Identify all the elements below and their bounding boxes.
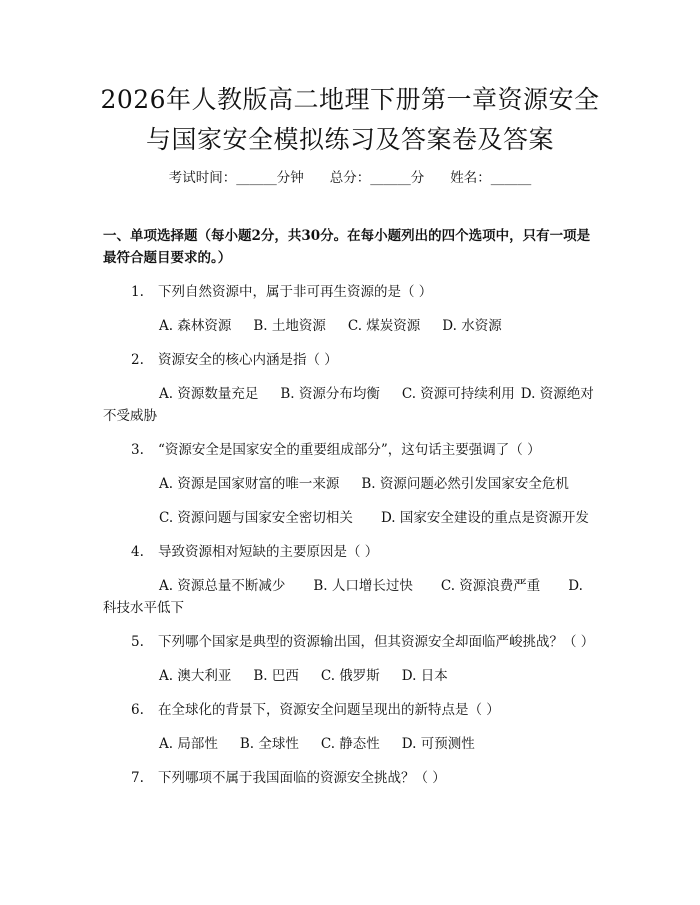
option-d: D. 国家安全建设的重点是资源开发 xyxy=(380,510,589,526)
question-text: “资源安全是国家安全的重要组成部分”，这句话主要强调了（ ） xyxy=(158,442,541,458)
total-score-field: 总分：______分 xyxy=(329,170,425,186)
question-stem xyxy=(103,631,597,653)
option-c: C. 煤炭资源 xyxy=(347,318,421,334)
question-text: 导致资源相对短缺的主要原因是（ ） xyxy=(158,544,379,560)
option-a: A. 资源总量不断减少 xyxy=(159,578,286,594)
question-text: 在全球化的背景下，资源安全问题呈现出的新特点是（ ） xyxy=(158,702,500,718)
option-d: D. 可预测性 xyxy=(401,736,475,752)
question-text: 下列哪项不属于我国面临的资源安全挑战？（ ） xyxy=(158,770,446,786)
question-options xyxy=(103,665,597,687)
question-stem xyxy=(103,439,597,461)
option-c: C. 资源可持续利用 xyxy=(401,386,515,402)
option-b: B. 资源分布均衡 xyxy=(280,386,380,402)
option-c: C. 俄罗斯 xyxy=(320,668,380,684)
question-number: 4. xyxy=(131,544,144,560)
option-d: D. 日本 xyxy=(401,668,448,684)
question-stem xyxy=(103,349,597,371)
question-number: 6. xyxy=(131,702,144,718)
question-options-row-2 xyxy=(103,507,597,529)
title-block xyxy=(0,80,700,160)
option-d: D. 科技水平低下 xyxy=(103,578,583,616)
question-4 xyxy=(103,541,597,619)
option-c: C. 资源问题与国家安全密切相关 xyxy=(159,510,353,526)
option-b: B. 全球性 xyxy=(239,736,299,752)
question-2 xyxy=(103,349,597,427)
option-a: A. 森林资源 xyxy=(159,318,232,334)
option-c: C. 资源浪费严重 xyxy=(440,578,541,594)
title-line-1: 2026年人教版高二地理下册第一章资源安全 xyxy=(100,85,600,114)
option-d: D. 水资源 xyxy=(442,318,502,334)
question-options xyxy=(103,733,597,755)
option-b: B. 人口增长过快 xyxy=(313,578,413,594)
exam-time-field: 考试时间：______分钟 xyxy=(168,170,304,186)
option-c: C. 静态性 xyxy=(320,736,380,752)
question-7 xyxy=(103,767,597,789)
question-options xyxy=(103,575,597,619)
question-6 xyxy=(103,699,597,755)
option-a: A. 局部性 xyxy=(159,736,218,752)
question-options xyxy=(103,473,597,495)
question-1 xyxy=(103,281,597,337)
question-text: 下列自然资源中，属于非可再生资源的是（ ） xyxy=(158,284,433,300)
question-stem xyxy=(103,767,597,789)
question-text: 资源安全的核心内涵是指（ ） xyxy=(158,352,338,368)
title-line-2: 与国家安全模拟练习及答案卷及答案 xyxy=(145,125,554,154)
option-a: A. 澳大利亚 xyxy=(159,668,232,684)
question-number: 7. xyxy=(131,770,144,786)
option-b: B. 资源问题必然引发国家安全危机 xyxy=(361,476,569,492)
section-header: 一、单项选择题（每小题2分，共30分。在每小题列出的四个选项中，只有一项是最符合题目要求的。） xyxy=(103,228,591,266)
option-a: A. 资源数量充足 xyxy=(159,386,259,402)
question-number: 1. xyxy=(131,284,144,300)
question-number: 3. xyxy=(131,442,144,458)
question-5 xyxy=(103,631,597,687)
question-number: 2. xyxy=(131,352,144,368)
question-text: 下列哪个国家是典型的资源输出国，但其资源安全却面临严峻挑战？（ ） xyxy=(158,634,595,650)
student-name-field: 姓名：______ xyxy=(450,170,532,186)
option-d: D. 资源绝对不受威胁 xyxy=(103,386,594,424)
option-b: B. 巴西 xyxy=(253,668,299,684)
question-stem xyxy=(103,541,597,563)
question-number: 5. xyxy=(131,634,144,650)
exam-content xyxy=(103,225,597,789)
question-options xyxy=(103,315,597,337)
question-3 xyxy=(103,439,597,529)
option-b: B. 土地资源 xyxy=(253,318,326,334)
question-stem xyxy=(103,699,597,721)
question-options xyxy=(103,383,597,427)
option-a: A. 资源是国家财富的唯一来源 xyxy=(159,476,340,492)
question-stem xyxy=(103,281,597,303)
exam-info-line xyxy=(0,166,700,186)
